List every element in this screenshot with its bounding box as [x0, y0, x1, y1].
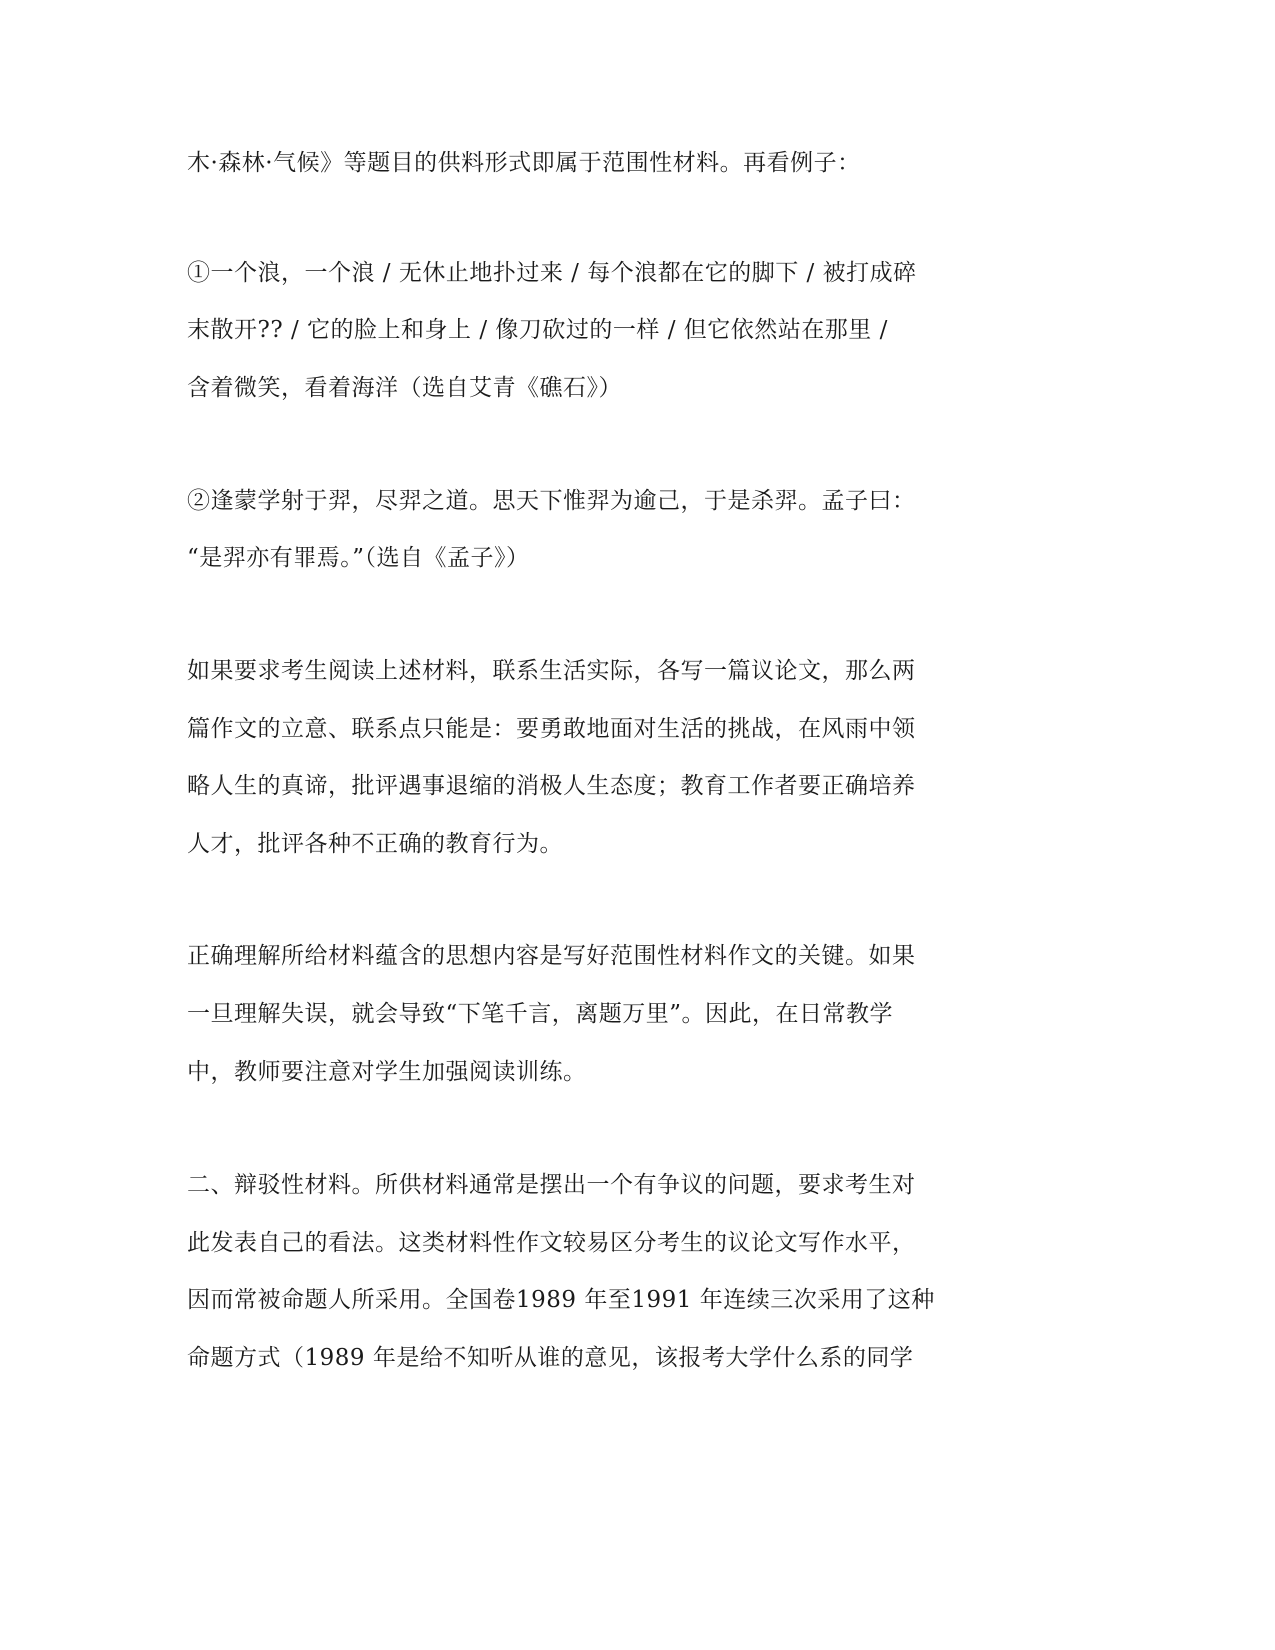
- text-line: ②逢蒙学射于羿，尽羿之道。思天下惟羿为逾己，于是杀羿。孟子曰：: [187, 488, 916, 514]
- text-line: 因而常被命题人所采用。全国卷1989 年至1991 年连续三次采用了这种: [187, 1287, 935, 1313]
- text-line: 一旦理解失误，就会导致“下笔千言，离题万里”。因此，在日常教学: [187, 1001, 894, 1027]
- text-line: 二、辩驳性材料。所供材料通常是摆出一个有争议的问题，要求考生对: [187, 1172, 916, 1198]
- text-line: 此发表自己的看法。这类材料性作文较易区分考生的议论文写作水平，: [187, 1230, 916, 1256]
- text-line: 末散开?? / 它的脸上和身上 / 像刀砍过的一样 / 但它依然站在那里 /: [187, 317, 888, 343]
- text-line: 篇作文的立意、联系点只能是：要勇敢地面对生活的挑战，在风雨中领: [187, 716, 916, 742]
- text-line: 含着微笑，看着海洋（选自艾青《礁石》）: [187, 375, 622, 401]
- text-line: 中，教师要注意对学生加强阅读训练。: [187, 1059, 587, 1085]
- text-line: 命题方式（1989 年是给不知听从谁的意见，该报考大学什么系的同学: [187, 1345, 914, 1371]
- text-line: 木·森林·气候》等题目的供料形式即属于范围性材料。再看例子：: [187, 150, 861, 176]
- text-line: 人才，批评各种不正确的教育行为。: [187, 831, 563, 857]
- text-line: ①一个浪，一个浪 / 无休止地扑过来 / 每个浪都在它的脚下 / 被打成碎: [187, 260, 917, 286]
- text-line: 如果要求考生阅读上述材料，联系生活实际，各写一篇议论文，那么两: [187, 658, 916, 684]
- text-line: 略人生的真谛，批评遇事退缩的消极人生态度；教育工作者要正确培养: [187, 773, 916, 799]
- text-line: 正确理解所给材料蕴含的思想内容是写好范围性材料作文的关键。如果: [187, 943, 916, 969]
- text-line: “是羿亦有罪焉。”（选自《孟子》）: [187, 545, 530, 571]
